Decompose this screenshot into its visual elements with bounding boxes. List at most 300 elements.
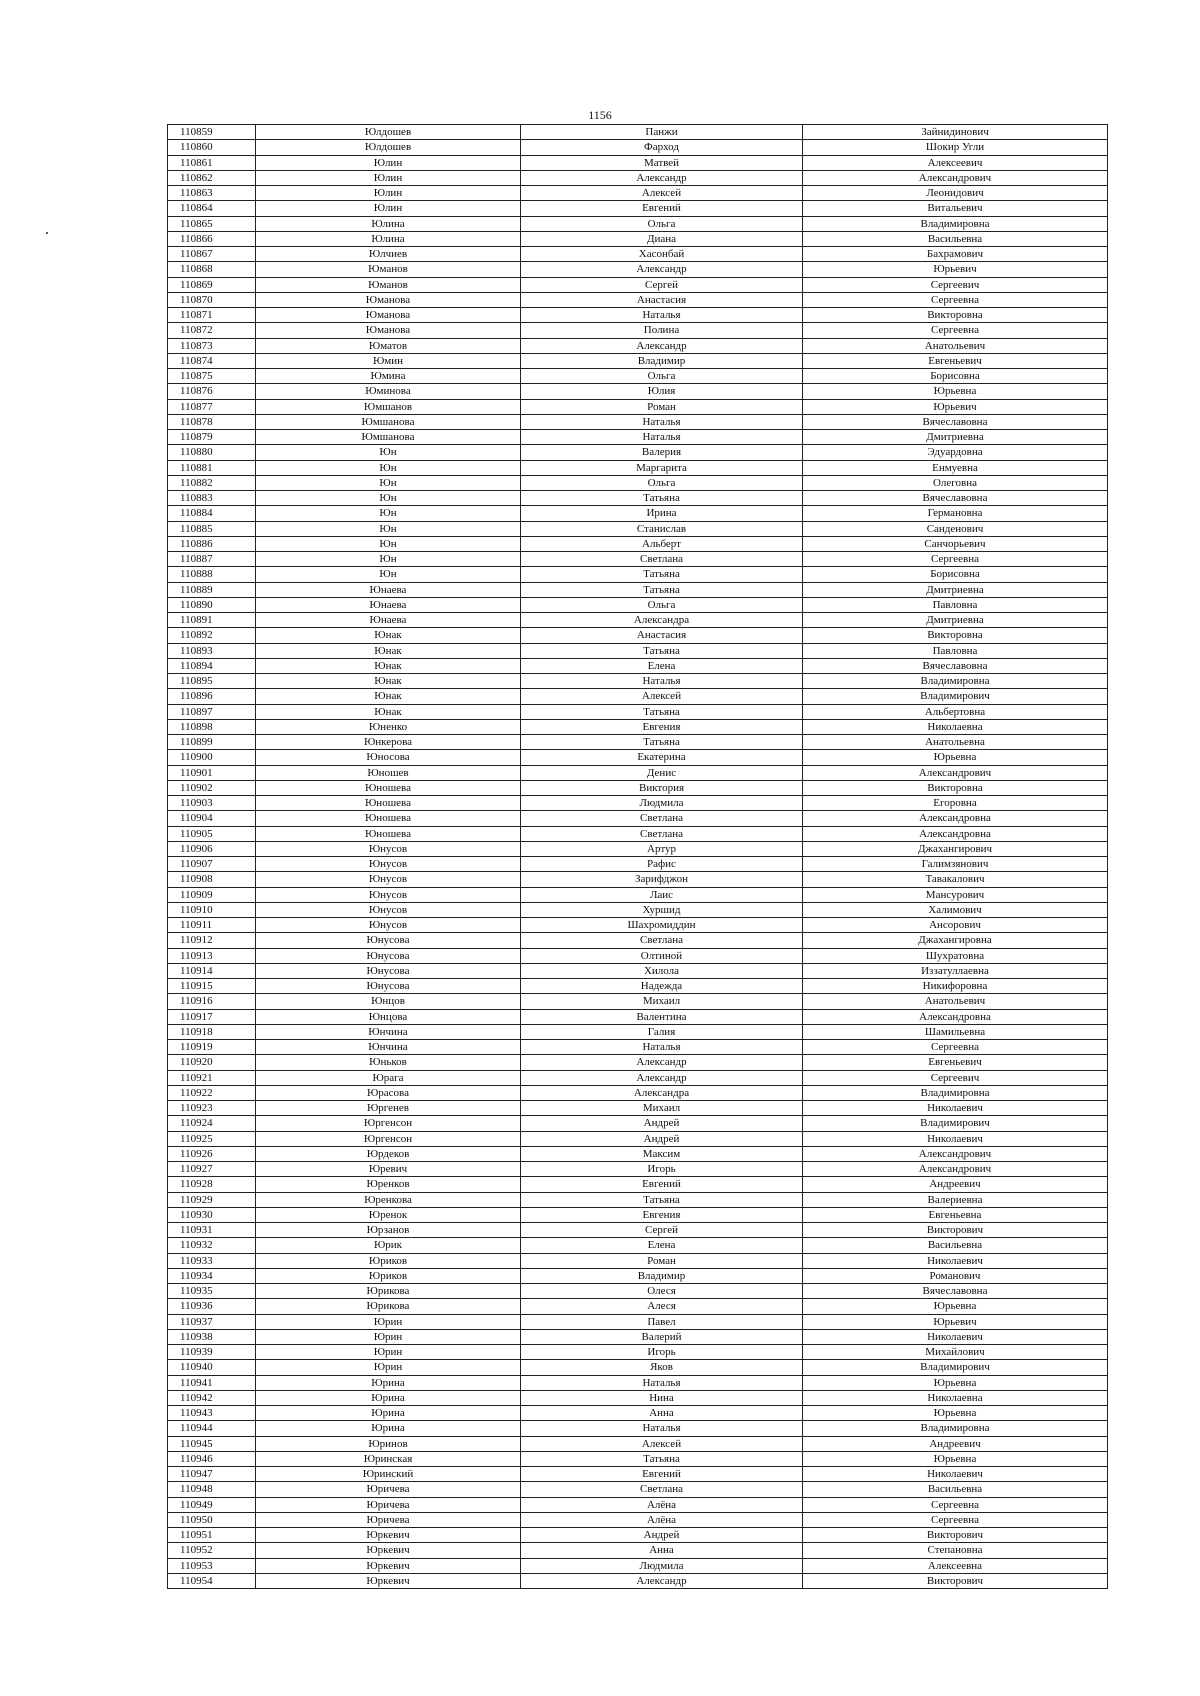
record-number-cell: 110865: [168, 216, 256, 231]
record-number-cell: 110874: [168, 353, 256, 368]
surname-cell: Юрина: [256, 1390, 521, 1405]
record-number-cell: 110924: [168, 1116, 256, 1131]
table-row: [168, 674, 1108, 689]
record-number-cell: 110898: [168, 719, 256, 734]
record-number-cell: 110927: [168, 1162, 256, 1177]
first-name-cell: Хуршид: [521, 902, 803, 917]
record-number-cell: 110876: [168, 384, 256, 399]
record-number-cell: 110911: [168, 918, 256, 933]
first-name-cell: Диана: [521, 231, 803, 246]
patronymic-cell: Шокир Угли: [803, 140, 1108, 155]
patronymic-cell: Васильевна: [803, 1238, 1108, 1253]
surname-cell: Юматов: [256, 338, 521, 353]
surname-cell: Юньков: [256, 1055, 521, 1070]
first-name-cell: Екатерина: [521, 750, 803, 765]
table-row: [168, 841, 1108, 856]
table-row: [168, 948, 1108, 963]
patronymic-cell: Викторовна: [803, 308, 1108, 323]
patronymic-cell: Александрович: [803, 765, 1108, 780]
record-number-cell: 110944: [168, 1421, 256, 1436]
record-number-cell: 110945: [168, 1436, 256, 1451]
surname-cell: Юлин: [256, 186, 521, 201]
first-name-cell: Галия: [521, 1024, 803, 1039]
table-row: [168, 506, 1108, 521]
surname-cell: Юрин: [256, 1329, 521, 1344]
table-row: [168, 567, 1108, 582]
record-number-cell: 110921: [168, 1070, 256, 1085]
table-row: [168, 1024, 1108, 1039]
first-name-cell: Алексей: [521, 1436, 803, 1451]
patronymic-cell: Владимирович: [803, 1360, 1108, 1375]
first-name-cell: Полина: [521, 323, 803, 338]
table-row: [168, 140, 1108, 155]
surname-cell: Юминова: [256, 384, 521, 399]
table-row: [168, 521, 1108, 536]
first-name-cell: Ольга: [521, 216, 803, 231]
table-row: [168, 1558, 1108, 1573]
table-row: [168, 1085, 1108, 1100]
record-number-cell: 110907: [168, 857, 256, 872]
record-number-cell: 110949: [168, 1497, 256, 1512]
surname-cell: Юмин: [256, 353, 521, 368]
first-name-cell: Андрей: [521, 1116, 803, 1131]
table-row: [168, 369, 1108, 384]
first-name-cell: Елена: [521, 658, 803, 673]
patronymic-cell: Васильевна: [803, 1482, 1108, 1497]
table-row: [168, 1528, 1108, 1543]
surname-cell: Юркевич: [256, 1543, 521, 1558]
surname-cell: Юргенсон: [256, 1116, 521, 1131]
table-row: [168, 475, 1108, 490]
table-row: [168, 155, 1108, 170]
table-row: [168, 1253, 1108, 1268]
surname-cell: Юренок: [256, 1207, 521, 1222]
record-number-cell: 110908: [168, 872, 256, 887]
record-number-cell: 110935: [168, 1284, 256, 1299]
patronymic-cell: Владимировна: [803, 674, 1108, 689]
table-row: [168, 536, 1108, 551]
first-name-cell: Михаил: [521, 1101, 803, 1116]
first-name-cell: Татьяна: [521, 1451, 803, 1466]
table-row: [168, 1040, 1108, 1055]
table-row: [168, 491, 1108, 506]
surname-cell: Юн: [256, 475, 521, 490]
patronymic-cell: Германовна: [803, 506, 1108, 521]
patronymic-cell: Ансорович: [803, 918, 1108, 933]
surname-cell: Юрикова: [256, 1299, 521, 1314]
first-name-cell: Зарифджон: [521, 872, 803, 887]
patronymic-cell: Санденович: [803, 521, 1108, 536]
patronymic-cell: Юрьевна: [803, 750, 1108, 765]
first-name-cell: Александр: [521, 262, 803, 277]
surname-cell: Юнаева: [256, 582, 521, 597]
first-name-cell: Светлана: [521, 933, 803, 948]
record-number-cell: 110884: [168, 506, 256, 521]
record-number-cell: 110899: [168, 735, 256, 750]
surname-cell: Юмшанова: [256, 430, 521, 445]
patronymic-cell: Павловна: [803, 643, 1108, 658]
patronymic-cell: Евгеньевна: [803, 1207, 1108, 1222]
patronymic-cell: Николаевич: [803, 1101, 1108, 1116]
registry-table: [167, 124, 1108, 1589]
table-row: [168, 262, 1108, 277]
first-name-cell: Наталья: [521, 674, 803, 689]
surname-cell: Юринов: [256, 1436, 521, 1451]
table-row: [168, 353, 1108, 368]
table-row: [168, 857, 1108, 872]
first-name-cell: Роман: [521, 399, 803, 414]
patronymic-cell: Леонидович: [803, 186, 1108, 201]
first-name-cell: Людмила: [521, 1558, 803, 1573]
surname-cell: Юрик: [256, 1238, 521, 1253]
patronymic-cell: Эдуардовна: [803, 445, 1108, 460]
patronymic-cell: Дмитриевна: [803, 430, 1108, 445]
table-row: [168, 902, 1108, 917]
table-row: [168, 933, 1108, 948]
patronymic-cell: Евгеньевич: [803, 1055, 1108, 1070]
surname-cell: Юнусов: [256, 902, 521, 917]
patronymic-cell: Олеговна: [803, 475, 1108, 490]
record-number-cell: 110863: [168, 186, 256, 201]
record-number-cell: 110881: [168, 460, 256, 475]
record-number-cell: 110946: [168, 1451, 256, 1466]
patronymic-cell: Викторович: [803, 1573, 1108, 1588]
surname-cell: Юрина: [256, 1375, 521, 1390]
first-name-cell: Алёна: [521, 1512, 803, 1527]
first-name-cell: Елена: [521, 1238, 803, 1253]
surname-cell: Юрина: [256, 1421, 521, 1436]
table-row: [168, 1421, 1108, 1436]
first-name-cell: Лаис: [521, 887, 803, 902]
first-name-cell: Денис: [521, 765, 803, 780]
first-name-cell: Алёна: [521, 1497, 803, 1512]
first-name-cell: Владимир: [521, 1268, 803, 1283]
first-name-cell: Сергей: [521, 277, 803, 292]
patronymic-cell: Степановна: [803, 1543, 1108, 1558]
record-number-cell: 110905: [168, 826, 256, 841]
surname-cell: Юнак: [256, 689, 521, 704]
table-row: [168, 125, 1108, 140]
surname-cell: Юношев: [256, 765, 521, 780]
patronymic-cell: Александровна: [803, 811, 1108, 826]
surname-cell: Юнусов: [256, 918, 521, 933]
record-number-cell: 110922: [168, 1085, 256, 1100]
first-name-cell: Яков: [521, 1360, 803, 1375]
surname-cell: Юн: [256, 491, 521, 506]
first-name-cell: Рафис: [521, 857, 803, 872]
surname-cell: Юн: [256, 460, 521, 475]
table-row: [168, 1390, 1108, 1405]
patronymic-cell: Николаевна: [803, 1390, 1108, 1405]
record-number-cell: 110860: [168, 140, 256, 155]
table-row: [168, 247, 1108, 262]
record-number-cell: 110879: [168, 430, 256, 445]
surname-cell: Юнусова: [256, 933, 521, 948]
record-number-cell: 110872: [168, 323, 256, 338]
surname-cell: Юн: [256, 521, 521, 536]
first-name-cell: Ирина: [521, 506, 803, 521]
first-name-cell: Маргарита: [521, 460, 803, 475]
record-number-cell: 110923: [168, 1101, 256, 1116]
registry-body: [168, 125, 1108, 1589]
surname-cell: Юричева: [256, 1512, 521, 1527]
record-number-cell: 110873: [168, 338, 256, 353]
first-name-cell: Евгений: [521, 201, 803, 216]
patronymic-cell: Андреевич: [803, 1177, 1108, 1192]
record-number-cell: 110901: [168, 765, 256, 780]
table-row: [168, 1055, 1108, 1070]
table-row: [168, 1162, 1108, 1177]
patronymic-cell: Романович: [803, 1268, 1108, 1283]
surname-cell: Юричева: [256, 1497, 521, 1512]
table-row: [168, 445, 1108, 460]
patronymic-cell: Алексеевна: [803, 1558, 1108, 1573]
surname-cell: Юлина: [256, 231, 521, 246]
surname-cell: Юмина: [256, 369, 521, 384]
patronymic-cell: Дмитриевна: [803, 613, 1108, 628]
record-number-cell: 110926: [168, 1146, 256, 1161]
table-row: [168, 963, 1108, 978]
first-name-cell: Анна: [521, 1406, 803, 1421]
patronymic-cell: Анатольевич: [803, 338, 1108, 353]
first-name-cell: Игорь: [521, 1162, 803, 1177]
surname-cell: Юрин: [256, 1360, 521, 1375]
patronymic-cell: Сергеевна: [803, 1497, 1108, 1512]
patronymic-cell: Зайнидинович: [803, 125, 1108, 140]
patronymic-cell: Юрьевна: [803, 1451, 1108, 1466]
first-name-cell: Артур: [521, 841, 803, 856]
first-name-cell: Андрей: [521, 1528, 803, 1543]
record-number-cell: 110892: [168, 628, 256, 643]
patronymic-cell: Бахрамович: [803, 247, 1108, 262]
patronymic-cell: Николаевич: [803, 1329, 1108, 1344]
record-number-cell: 110902: [168, 780, 256, 795]
table-row: [168, 1131, 1108, 1146]
record-number-cell: 110880: [168, 445, 256, 460]
table-row: [168, 1116, 1108, 1131]
record-number-cell: 110909: [168, 887, 256, 902]
table-row: [168, 719, 1108, 734]
record-number-cell: 110940: [168, 1360, 256, 1375]
table-row: [168, 1451, 1108, 1466]
patronymic-cell: Владимировна: [803, 1085, 1108, 1100]
patronymic-cell: Николаевич: [803, 1131, 1108, 1146]
first-name-cell: Панжи: [521, 125, 803, 140]
table-row: [168, 1329, 1108, 1344]
first-name-cell: Алексей: [521, 186, 803, 201]
patronymic-cell: Джахангирович: [803, 841, 1108, 856]
table-row: [168, 826, 1108, 841]
first-name-cell: Татьяна: [521, 1192, 803, 1207]
surname-cell: Юн: [256, 552, 521, 567]
record-number-cell: 110929: [168, 1192, 256, 1207]
table-row: [168, 170, 1108, 185]
patronymic-cell: Шухратовна: [803, 948, 1108, 963]
first-name-cell: Шахромиддин: [521, 918, 803, 933]
record-number-cell: 110861: [168, 155, 256, 170]
first-name-cell: Александр: [521, 338, 803, 353]
surname-cell: Юлин: [256, 201, 521, 216]
table-row: [168, 979, 1108, 994]
table-row: [168, 643, 1108, 658]
record-number-cell: 110936: [168, 1299, 256, 1314]
table-row: [168, 1497, 1108, 1512]
record-number-cell: 110952: [168, 1543, 256, 1558]
surname-cell: Юркевич: [256, 1558, 521, 1573]
surname-cell: Юлдошев: [256, 140, 521, 155]
first-name-cell: Наталья: [521, 1040, 803, 1055]
record-number-cell: 110887: [168, 552, 256, 567]
surname-cell: Юриков: [256, 1268, 521, 1283]
surname-cell: Юркевич: [256, 1528, 521, 1543]
surname-cell: Юнак: [256, 643, 521, 658]
patronymic-cell: Халимович: [803, 902, 1108, 917]
surname-cell: Юн: [256, 567, 521, 582]
surname-cell: Юрина: [256, 1406, 521, 1421]
surname-cell: Юмшанова: [256, 414, 521, 429]
table-row: [168, 292, 1108, 307]
first-name-cell: Игорь: [521, 1345, 803, 1360]
record-number-cell: 110878: [168, 414, 256, 429]
surname-cell: Юлдошев: [256, 125, 521, 140]
record-number-cell: 110890: [168, 597, 256, 612]
surname-cell: Юнчина: [256, 1024, 521, 1039]
table-row: [168, 1207, 1108, 1222]
patronymic-cell: Юрьевич: [803, 1314, 1108, 1329]
surname-cell: Юманов: [256, 262, 521, 277]
patronymic-cell: Анатольевич: [803, 994, 1108, 1009]
record-number-cell: 110893: [168, 643, 256, 658]
first-name-cell: Татьяна: [521, 582, 803, 597]
first-name-cell: Татьяна: [521, 643, 803, 658]
table-row: [168, 201, 1108, 216]
first-name-cell: Евгений: [521, 1177, 803, 1192]
table-row: [168, 735, 1108, 750]
table-row: [168, 216, 1108, 231]
first-name-cell: Валентина: [521, 1009, 803, 1024]
patronymic-cell: Вячеславовна: [803, 414, 1108, 429]
patronymic-cell: Юрьевна: [803, 384, 1108, 399]
surname-cell: Юненко: [256, 719, 521, 734]
patronymic-cell: Сергеевна: [803, 323, 1108, 338]
patronymic-cell: Витальевич: [803, 201, 1108, 216]
first-name-cell: Наталья: [521, 414, 803, 429]
table-row: [168, 1345, 1108, 1360]
surname-cell: Юнусов: [256, 857, 521, 872]
record-number-cell: 110868: [168, 262, 256, 277]
patronymic-cell: Викторович: [803, 1223, 1108, 1238]
record-number-cell: 110950: [168, 1512, 256, 1527]
patronymic-cell: Борисовна: [803, 567, 1108, 582]
record-number-cell: 110900: [168, 750, 256, 765]
first-name-cell: Людмила: [521, 796, 803, 811]
record-number-cell: 110891: [168, 613, 256, 628]
surname-cell: Юманова: [256, 308, 521, 323]
record-number-cell: 110948: [168, 1482, 256, 1497]
surname-cell: Юргенев: [256, 1101, 521, 1116]
surname-cell: Юманова: [256, 292, 521, 307]
patronymic-cell: Викторовна: [803, 780, 1108, 795]
record-number-cell: 110882: [168, 475, 256, 490]
patronymic-cell: Михайлович: [803, 1345, 1108, 1360]
surname-cell: Юренков: [256, 1177, 521, 1192]
patronymic-cell: Николаевна: [803, 719, 1108, 734]
table-row: [168, 811, 1108, 826]
surname-cell: Юманов: [256, 277, 521, 292]
record-number-cell: 110904: [168, 811, 256, 826]
surname-cell: Юнаева: [256, 597, 521, 612]
record-number-cell: 110915: [168, 979, 256, 994]
record-number-cell: 110919: [168, 1040, 256, 1055]
surname-cell: Юнусов: [256, 841, 521, 856]
surname-cell: Юлин: [256, 155, 521, 170]
patronymic-cell: Джахангировна: [803, 933, 1108, 948]
patronymic-cell: Андреевич: [803, 1436, 1108, 1451]
patronymic-cell: Алексеевич: [803, 155, 1108, 170]
patronymic-cell: Юрьевна: [803, 1299, 1108, 1314]
table-row: [168, 1543, 1108, 1558]
patronymic-cell: Владимировна: [803, 216, 1108, 231]
first-name-cell: Хасонбай: [521, 247, 803, 262]
surname-cell: Юношева: [256, 796, 521, 811]
table-row: [168, 1360, 1108, 1375]
patronymic-cell: Сергеевич: [803, 277, 1108, 292]
table-row: [168, 1436, 1108, 1451]
record-number-cell: 110931: [168, 1223, 256, 1238]
table-row: [168, 750, 1108, 765]
table-row: [168, 994, 1108, 1009]
record-number-cell: 110870: [168, 292, 256, 307]
first-name-cell: Альберт: [521, 536, 803, 551]
surname-cell: Юнкерова: [256, 735, 521, 750]
first-name-cell: Максим: [521, 1146, 803, 1161]
table-row: [168, 277, 1108, 292]
table-row: [168, 231, 1108, 246]
first-name-cell: Татьяна: [521, 491, 803, 506]
surname-cell: Юлина: [256, 216, 521, 231]
record-number-cell: 110889: [168, 582, 256, 597]
surname-cell: Юрасова: [256, 1085, 521, 1100]
patronymic-cell: Егоровна: [803, 796, 1108, 811]
patronymic-cell: Юрьевич: [803, 399, 1108, 414]
record-number-cell: 110939: [168, 1345, 256, 1360]
record-number-cell: 110862: [168, 170, 256, 185]
patronymic-cell: Владимирович: [803, 1116, 1108, 1131]
surname-cell: Юриков: [256, 1253, 521, 1268]
first-name-cell: Александра: [521, 1085, 803, 1100]
page-number: 1156: [588, 108, 612, 122]
surname-cell: Юркевич: [256, 1573, 521, 1588]
table-row: [168, 308, 1108, 323]
first-name-cell: Наталья: [521, 1421, 803, 1436]
patronymic-cell: Николаевич: [803, 1467, 1108, 1482]
patronymic-cell: Никифоровна: [803, 979, 1108, 994]
table-row: [168, 460, 1108, 475]
surname-cell: Юнаева: [256, 613, 521, 628]
surname-cell: Юрдеков: [256, 1146, 521, 1161]
patronymic-cell: Санчорьевич: [803, 536, 1108, 551]
table-row: [168, 384, 1108, 399]
patronymic-cell: Юрьевна: [803, 1375, 1108, 1390]
surname-cell: Юношева: [256, 811, 521, 826]
patronymic-cell: Николаевич: [803, 1253, 1108, 1268]
surname-cell: Юнусова: [256, 963, 521, 978]
first-name-cell: Михаил: [521, 994, 803, 1009]
first-name-cell: Матвей: [521, 155, 803, 170]
patronymic-cell: Викторовна: [803, 628, 1108, 643]
patronymic-cell: Галимзянович: [803, 857, 1108, 872]
record-number-cell: 110871: [168, 308, 256, 323]
